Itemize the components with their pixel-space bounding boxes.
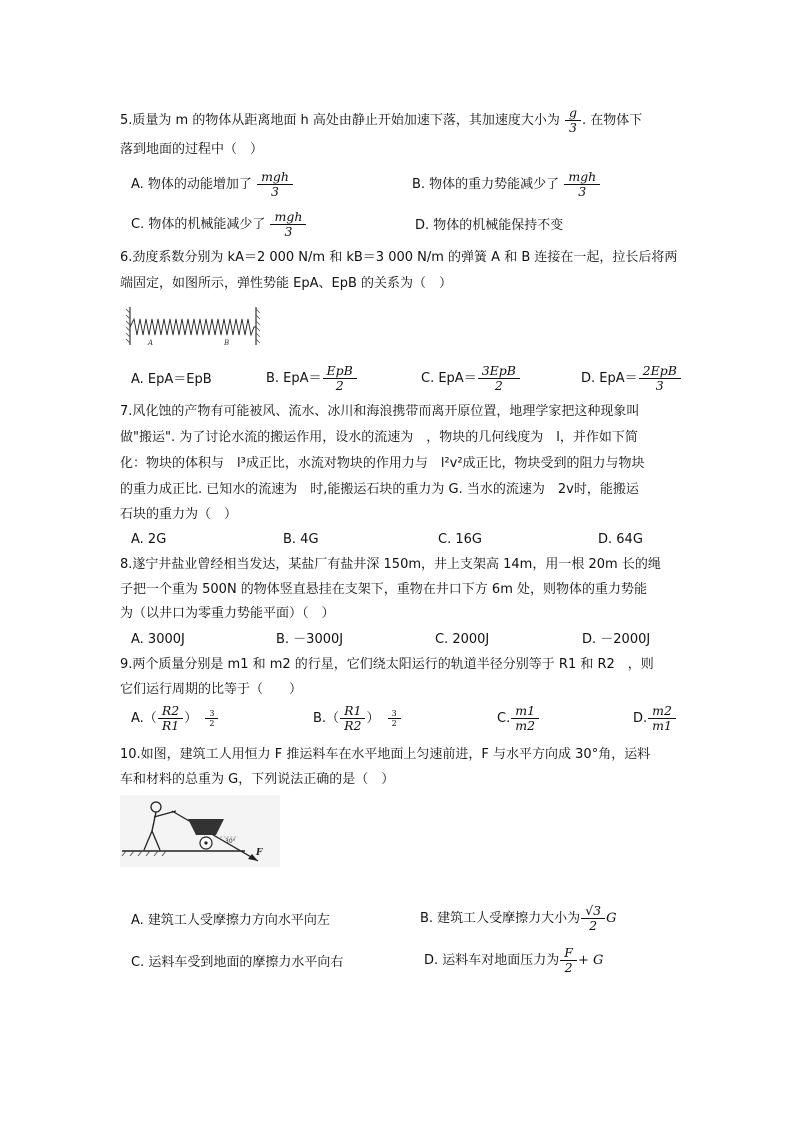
q8-stem-line2: 子把一个重为 500N 的物体竖直悬挂在支架下，重物在井口下方 6m 处，则物体的重力势能	[120, 582, 648, 597]
q6-option-d[interactable]: D. EpA＝ $\frac{\text{2EpB}}{3}$	[581, 364, 682, 393]
q8-option-a[interactable]: A. 3000J	[131, 632, 185, 647]
q6-stem-line1: 6.劲度系数分别为 kA＝2 000 N/m 和 kB＝3 000 N/m 的弹簧 A 和 B 连接在一起，拉长后将两	[120, 250, 678, 265]
q7-stem-line2: 做"搬运". 为了讨论水流的搬运作用，设水的流速为 ，物块的几何线度为 l，并作如下简	[120, 430, 638, 445]
q5-option-b[interactable]: B. 物体的重力势能减少了 $\frac{\text{mgh}}{3}$	[412, 170, 601, 199]
q7-option-d[interactable]: D. 64G	[598, 532, 643, 547]
q8-option-b[interactable]: B. －3000J	[276, 632, 344, 647]
q7-option-a[interactable]: A. 2G	[131, 532, 167, 547]
g-over-3-fraction: $\frac{g}{3}$	[567, 106, 579, 135]
q10-option-b[interactable]: B. 建筑工人受摩擦力大小为 $\frac{√3}{2}$ G	[420, 903, 617, 933]
q5-option-a[interactable]: A. 物体的动能增加了 $\frac{\text{mgh}}{3}$	[131, 170, 294, 199]
svg-text:A: A	[148, 339, 154, 347]
q7-option-b[interactable]: B. 4G	[283, 532, 319, 547]
q7-option-c[interactable]: C. 16G	[438, 532, 482, 547]
q9-option-c[interactable]: C. $\frac{m1}{m2}$	[497, 704, 540, 733]
svg-text:F: F	[256, 848, 263, 858]
q10-option-d[interactable]: D. 运料车对地面压力为 $\frac{F}{2}$ + G	[424, 945, 604, 975]
wheelbarrow-figure	[120, 795, 280, 867]
q10-stem-line2: 车和材料的总重为 G，下列说法正确的是（ ）	[120, 772, 395, 787]
q7-stem-line3: 化：物块的体积与 l³成正比，水流对物块的作用力与 l²v²成正比，物块受到的阻力与物块	[120, 456, 645, 471]
q5-stem-line1: 5.质量为 m 的物体从距离地面 h 高处由静止开始加速下落，其加速度大小为 $\frac{g}{3}$ . 在物体下	[120, 105, 643, 135]
q10-stem-line1: 10.如图，建筑工人用恒力 F 推运料车在水平地面上匀速前进，F 与水平方向成 30°角，运料	[120, 747, 651, 762]
q8-option-c[interactable]: C. 2000J	[435, 632, 490, 647]
svg-text:30°: 30°	[225, 838, 236, 845]
q5-option-d[interactable]: D. 物体的机械能保持不变	[415, 218, 564, 233]
q5-option-c[interactable]: C. 物体的机械能减少了 $\frac{\text{mgh}}{3}$	[131, 210, 307, 239]
q8-stem-line1: 8.遂宁井盐业曾经相当发达，某盐厂有盐井深 150m，井上支架高 14m，用一根 20m 长的绳	[120, 557, 661, 572]
q10-option-c[interactable]: C. 运料车受到地面的摩擦力水平向右	[131, 955, 344, 970]
q9-option-b[interactable]: B.（ $\frac{R1}{R2}$ ） $\frac{3}{2}$	[313, 704, 402, 733]
spring-figure	[124, 303, 264, 349]
q7-stem-line1: 7.风化蚀的产物有可能被风、流水、冰川和海浪携带而离开原位置，地理学家把这种现象叫	[120, 404, 640, 419]
q6-option-b[interactable]: B. EpA＝ $\frac{\text{EpB}}{2}$	[266, 364, 358, 393]
q6-option-c[interactable]: C. EpA＝ $\frac{\text{3EpB}}{2}$	[421, 364, 521, 393]
q7-stem-line4: 的重力成正比. 已知水的流速为 时,能搬运石块的重力为 G. 当水的流速为 2v时，能搬运	[120, 482, 639, 497]
svg-text:B: B	[224, 339, 230, 347]
q8-option-d[interactable]: D. －2000J	[582, 632, 651, 647]
q8-stem-line3: 为（以井口为零重力势能平面）（ ）	[120, 606, 335, 621]
q9-option-d[interactable]: D. $\frac{m2}{m1}$	[633, 704, 677, 733]
q6-stem-line2: 端固定，如图所示，弹性势能 EpA、EpB 的关系为（ ）	[120, 276, 453, 291]
q9-stem-line2: 它们运行周期的比等于（ ）	[120, 682, 303, 697]
q9-stem-line1: 9.两个质量分别是 m1 和 m2 的行星，它们绕太阳运行的轨道半径分别等于 R1 和 R2 ，则	[120, 657, 654, 672]
q6-option-a[interactable]: A. EpA＝EpB	[131, 372, 212, 387]
q10-option-a[interactable]: A. 建筑工人受摩擦力方向水平向左	[131, 913, 330, 928]
q7-stem-line5: 石块的重力为（ ）	[120, 507, 238, 522]
q5-stem-line2: 落到地面的过程中（ ）	[120, 142, 264, 157]
q9-option-a[interactable]: A.（ $\frac{R2}{R1}$ ） $\frac{3}{2}$	[131, 704, 219, 733]
